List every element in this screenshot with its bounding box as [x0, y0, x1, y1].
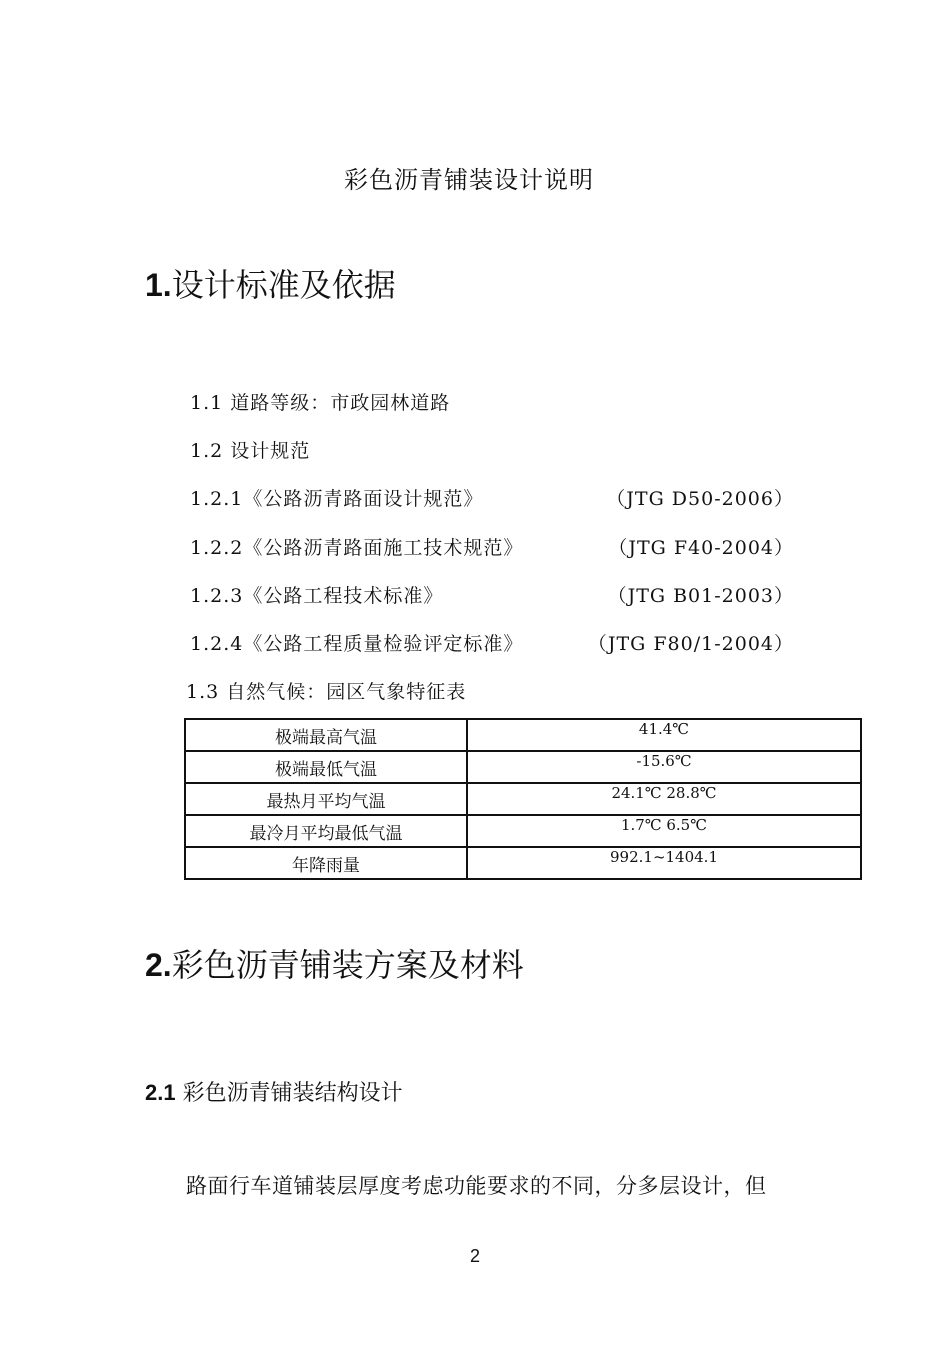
table-row: [185, 719, 861, 751]
table-cell-value: 24.1℃ 28.8℃: [467, 783, 861, 815]
section-2-number: 2.: [145, 947, 172, 983]
page-number: 2: [469, 1246, 480, 1266]
table-row: [185, 783, 861, 815]
table-cell-label: 极端最高气温: [185, 719, 467, 751]
section-2-title: 彩色沥青铺装方案及材料: [171, 946, 524, 984]
climate-table: [184, 718, 862, 880]
table-cell-value: 41.4℃: [467, 719, 861, 751]
item-1-2-2: 1.2.2《公路沥青路面施工技术规范》: [190, 537, 524, 559]
item-1-3: 1.3 自然气候：园区气象特征表: [186, 681, 467, 703]
table-cell-label: 最热月平均气温: [185, 783, 467, 815]
section-2-heading: [145, 940, 524, 986]
document-title: 彩色沥青铺装设计说明: [344, 166, 594, 194]
table-cell-label: 最冷月平均最低气温: [185, 815, 467, 847]
item-1-2-3-code: （JTG B01-2003）: [607, 585, 794, 607]
section-1-title: 设计标准及依据: [171, 266, 396, 304]
item-1-2-1-code: （JTG D50-2006）: [606, 488, 794, 510]
item-1-2-1: 1.2.1《公路沥青路面设计规范》: [190, 488, 484, 510]
item-1-2: 1.2 设计规范: [190, 440, 311, 462]
section-1-number: 1.: [145, 267, 172, 303]
subsection-2-1-number: 2.1: [145, 1080, 176, 1105]
table-row: [185, 815, 861, 847]
table-row: [185, 847, 861, 879]
item-1-2-4-code: （JTG F80/1-2004）: [587, 633, 794, 655]
table-cell-label: 年降雨量: [185, 847, 467, 879]
table-cell-value: 1.7℃ 6.5℃: [467, 815, 861, 847]
item-1-2-2-code: （JTG F40-2004）: [608, 537, 794, 559]
table-cell-value: -15.6℃: [467, 751, 861, 783]
body-paragraph: 路面行车道铺装层厚度考虑功能要求的不同，分多层设计，但: [186, 1174, 767, 1198]
item-1-2-4: 1.2.4《公路工程质量检验评定标准》: [190, 633, 524, 655]
table-row: [185, 751, 861, 783]
subsection-2-1-title: 彩色沥青铺装结构设计: [175, 1081, 403, 1106]
section-1-heading: [145, 260, 396, 306]
subsection-2-1-heading: [145, 1076, 403, 1107]
table-cell-value: 992.1~1404.1: [467, 847, 861, 879]
item-1-1: 1.1 道路等级：市政园林道路: [190, 392, 451, 414]
item-1-2-3: 1.2.3《公路工程技术标准》: [190, 585, 444, 607]
table-cell-label: 极端最低气温: [185, 751, 467, 783]
